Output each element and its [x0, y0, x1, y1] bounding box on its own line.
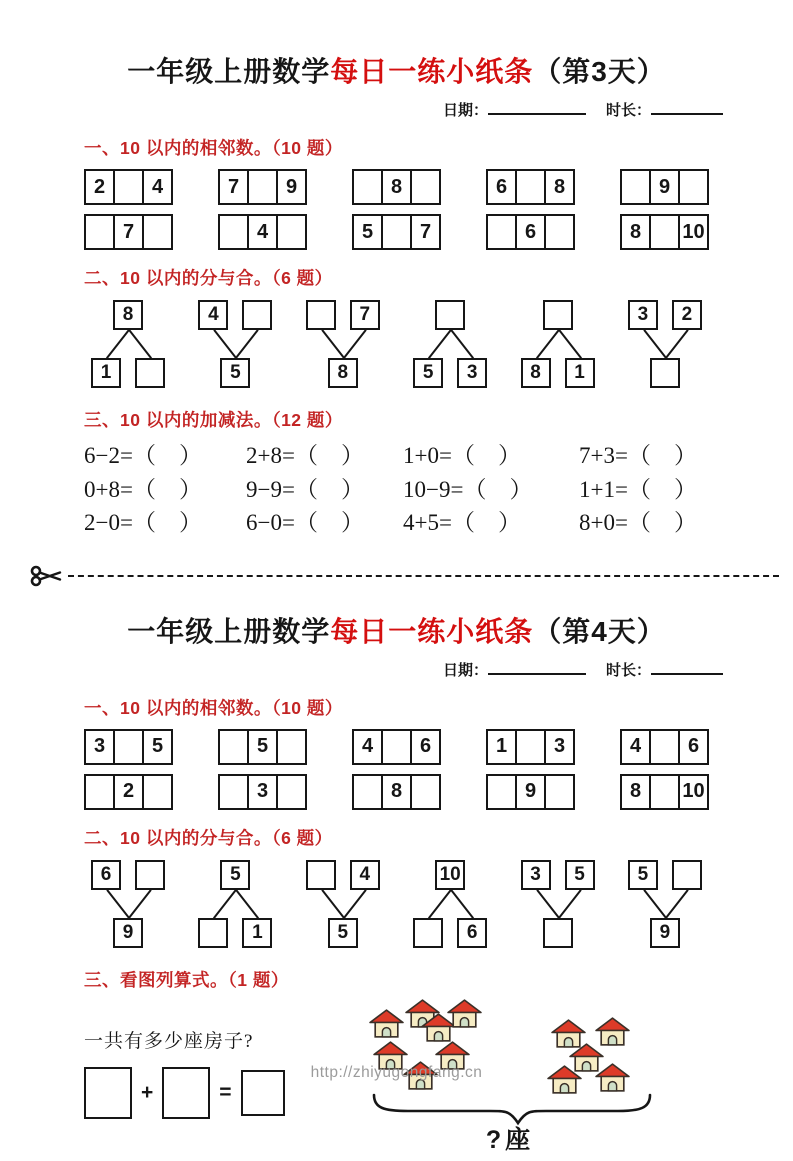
unit-label: 座 [505, 1125, 535, 1154]
house-icon [446, 998, 483, 1029]
top-right-box: 2 [672, 300, 702, 330]
given-number-cell: 8 [620, 214, 651, 250]
page-title-day4 [0, 590, 793, 650]
answer-cell[interactable] [84, 774, 115, 810]
decompose-diagram [187, 860, 283, 952]
answer-cell[interactable] [678, 169, 709, 205]
answer-cell[interactable] [381, 729, 412, 765]
sheet-day3 [0, 0, 793, 540]
decompose-diagram [402, 860, 498, 952]
dashed-cut-rule [68, 575, 779, 577]
bottom-left-box[interactable] [198, 918, 228, 948]
compose-diagram [617, 860, 713, 952]
answer-cell[interactable] [218, 774, 249, 810]
decompose-diagram [402, 300, 498, 392]
duration-blank[interactable] [651, 102, 723, 115]
top-left-box: 6 [91, 860, 121, 890]
answer-cell[interactable] [410, 774, 441, 810]
given-number-cell: 5 [247, 729, 278, 765]
neighbor-group [218, 169, 307, 205]
title-red: 每日一练小纸条 [330, 56, 534, 87]
answer-cell[interactable] [486, 774, 517, 810]
math-problem[interactable]: 0+8=（ ） [84, 476, 202, 502]
neighbor-group [352, 729, 441, 765]
section1-heading: 一、10 以内的相邻数。（10 题） [84, 697, 343, 718]
neighbor-group [352, 774, 441, 810]
given-number-cell: 7 [113, 214, 144, 250]
given-number-cell: 3 [84, 729, 115, 765]
plus-sign: + [141, 1080, 154, 1104]
duration-blank[interactable] [651, 662, 723, 675]
math-problem[interactable]: 6−2=（ ） [84, 443, 202, 468]
given-number-cell: 10 [678, 774, 709, 810]
given-number-cell: 4 [142, 169, 173, 205]
given-number-cell: 8 [620, 774, 651, 810]
given-number-cell: 8 [544, 169, 575, 205]
top-left-box: 3 [521, 860, 551, 890]
title-black: 一年级上册数学 [127, 615, 331, 647]
answer-cell[interactable] [113, 169, 144, 205]
answer-cell[interactable] [218, 214, 249, 250]
title-red: 每日一练小纸条 [330, 615, 534, 647]
neighbor-group [218, 729, 307, 765]
answer-cell[interactable] [515, 729, 546, 765]
problems-grid [0, 439, 793, 540]
given-number-cell: 9 [649, 169, 680, 205]
neighbor-group [620, 214, 709, 250]
date-label: 日期： [442, 661, 488, 679]
equals-sign: = [219, 1080, 232, 1104]
decompose-diagram [510, 300, 606, 392]
neighbor-group [84, 169, 173, 205]
math-problem[interactable]: 7+3=（ ） [579, 443, 697, 468]
bottom-right-box: 6 [457, 918, 487, 948]
answer-cell[interactable] [381, 214, 412, 250]
top-box: 8 [113, 300, 143, 330]
bottom-left-box[interactable] [413, 918, 443, 948]
section1-heading: 一、10 以内的相邻数。（10 题） [84, 138, 343, 158]
answer-cell[interactable] [247, 169, 278, 205]
bottom-right-box: 1 [565, 358, 595, 388]
given-number-cell: 3 [247, 774, 278, 810]
bottom-left-box: 1 [91, 358, 121, 388]
math-problem[interactable]: 1+1=（ ） [579, 476, 697, 502]
decompose-row [0, 860, 793, 952]
top-left-box: 4 [198, 300, 228, 330]
neighbor-group [620, 729, 709, 765]
bottom-box: 8 [328, 358, 358, 388]
given-number-cell: 6 [486, 169, 517, 205]
given-number-cell: 2 [84, 169, 115, 205]
answer-cell[interactable] [218, 729, 249, 765]
top-right-box: 7 [350, 300, 380, 330]
answer-cell[interactable] [486, 214, 517, 250]
top-box: 5 [220, 860, 250, 890]
given-number-cell: 10 [678, 214, 709, 250]
answer-cell[interactable] [276, 214, 307, 250]
math-problem[interactable]: 10−9=（ ） [403, 476, 533, 502]
given-number-cell: 7 [218, 169, 249, 205]
date-row [0, 659, 793, 680]
bottom-right-box: 3 [457, 358, 487, 388]
section2-heading: 二、10 以内的分与合。（6 题） [84, 268, 333, 288]
answer-cell[interactable] [352, 774, 383, 810]
neighbor-row-1 [0, 729, 793, 765]
cut-line [0, 562, 793, 590]
neighbor-group [486, 729, 575, 765]
bottom-box[interactable] [650, 358, 680, 388]
math-problem[interactable]: 4+5=（ ） [403, 510, 521, 535]
neighbor-group [352, 169, 441, 205]
answer-cell[interactable] [142, 774, 173, 810]
given-number-cell: 5 [352, 214, 383, 250]
top-left-box: 5 [628, 860, 658, 890]
house-icon [368, 1008, 405, 1039]
decompose-diagram [80, 300, 176, 392]
title-day-tag: （第3天） [533, 56, 666, 87]
top-left-box[interactable] [306, 860, 336, 890]
equation-area [84, 996, 332, 1119]
date-label: 日期： [442, 102, 488, 119]
given-number-cell: 6 [678, 729, 709, 765]
neighbor-group [620, 169, 709, 205]
given-number-cell: 8 [381, 774, 412, 810]
top-right-box[interactable] [672, 860, 702, 890]
duration-label: 时长： [605, 661, 651, 679]
given-number-cell: 7 [410, 214, 441, 250]
bottom-right-box: 1 [242, 918, 272, 948]
section2-heading: 二、10 以内的分与合。（6 题） [84, 827, 333, 848]
answer-cell[interactable] [142, 214, 173, 250]
answer-cell[interactable] [544, 214, 575, 250]
footer-url: http://zhiyugongfang.cn [310, 1064, 483, 1081]
given-number-cell: 3 [544, 729, 575, 765]
section3-heading: 三、看图列算式。（1 题） [84, 969, 289, 990]
compose-diagram [617, 300, 713, 392]
neighbor-group [486, 774, 575, 810]
given-number-cell: 1 [486, 729, 517, 765]
math-problem[interactable]: 6−0=（ ） [246, 510, 364, 535]
duration-label: 时长： [605, 102, 651, 119]
brace-label [360, 1120, 660, 1156]
neighbor-row-1 [0, 169, 793, 205]
answer-cell[interactable] [410, 169, 441, 205]
answer-cell[interactable] [113, 729, 144, 765]
answer-cell[interactable] [515, 169, 546, 205]
neighbor-group [486, 169, 575, 205]
bottom-box[interactable] [543, 918, 573, 948]
given-number-cell: 4 [247, 214, 278, 250]
answer-cell[interactable] [276, 774, 307, 810]
compose-diagram [510, 860, 606, 952]
top-box[interactable] [435, 300, 465, 330]
math-problem[interactable]: 2−0=（ ） [84, 510, 202, 535]
compose-diagram [295, 300, 391, 392]
compose-diagram [295, 860, 391, 952]
answer-cell[interactable] [649, 774, 680, 810]
math-problem[interactable]: 9−9=（ ） [246, 476, 364, 502]
given-number-cell: 9 [276, 169, 307, 205]
top-right-box: 5 [565, 860, 595, 890]
answer-cell[interactable] [649, 214, 680, 250]
neighbor-group [352, 214, 441, 250]
neighbor-group [486, 214, 575, 250]
top-left-box: 3 [628, 300, 658, 330]
top-box: 10 [435, 860, 465, 890]
neighbor-group [620, 774, 709, 810]
neighbor-group [218, 774, 307, 810]
top-right-box[interactable] [242, 300, 272, 330]
top-right-box: 4 [350, 860, 380, 890]
top-box[interactable] [543, 300, 573, 330]
top-left-box[interactable] [306, 300, 336, 330]
given-number-cell: 2 [113, 774, 144, 810]
answer-cell[interactable] [352, 169, 383, 205]
scissors-icon [30, 564, 66, 588]
title-day-tag: （第4天） [533, 615, 666, 647]
bottom-box: 9 [650, 918, 680, 948]
bottom-left-box: 5 [413, 358, 443, 388]
section3-heading: 三、10 以内的加减法。（12 题） [84, 410, 343, 430]
question-mark: ? [485, 1125, 506, 1154]
neighbor-row-2 [0, 214, 793, 250]
answer-cell[interactable] [84, 214, 115, 250]
top-right-box[interactable] [135, 860, 165, 890]
date-blank[interactable] [488, 102, 586, 115]
given-number-cell: 4 [620, 729, 651, 765]
date-row [0, 99, 793, 120]
given-number-cell: 5 [142, 729, 173, 765]
title-black: 一年级上册数学 [127, 56, 331, 87]
date-blank[interactable] [488, 662, 586, 675]
math-problem[interactable]: 2+8=（ ） [246, 443, 364, 468]
given-number-cell: 9 [515, 774, 546, 810]
compose-diagram [80, 860, 176, 952]
neighbor-row-2 [0, 774, 793, 810]
bottom-left-box: 8 [521, 358, 551, 388]
question-text: 一共有多少座房子? [84, 1030, 254, 1052]
given-number-cell: 8 [381, 169, 412, 205]
math-problem[interactable]: 8+0=（ ） [579, 510, 697, 535]
given-number-cell: 6 [515, 214, 546, 250]
answer-cell[interactable] [649, 729, 680, 765]
answer-cell[interactable] [544, 774, 575, 810]
decompose-row [0, 300, 793, 392]
neighbor-group [84, 729, 173, 765]
bottom-box: 5 [220, 358, 250, 388]
given-number-cell: 4 [352, 729, 383, 765]
bottom-box: 5 [328, 918, 358, 948]
math-problem[interactable]: 1+0=（ ） [403, 443, 521, 468]
page-title-day3 [0, 0, 793, 90]
bottom-right-box[interactable] [135, 358, 165, 388]
answer-cell[interactable] [276, 729, 307, 765]
compose-diagram [187, 300, 283, 392]
bottom-box: 9 [113, 918, 143, 948]
neighbor-group [84, 214, 173, 250]
neighbor-group [84, 774, 173, 810]
answer-cell[interactable] [620, 169, 651, 205]
given-number-cell: 6 [410, 729, 441, 765]
neighbor-group [218, 214, 307, 250]
